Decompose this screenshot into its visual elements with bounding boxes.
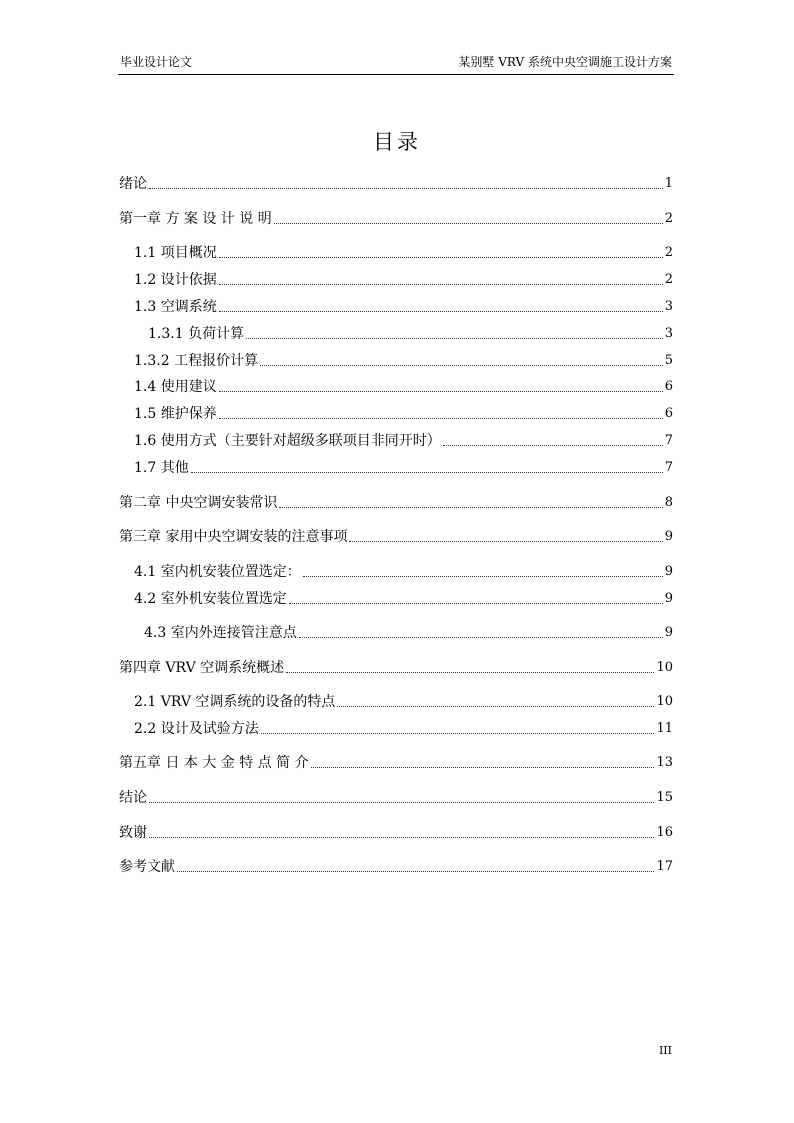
- toc-entry-2-2[interactable]: [134, 717, 673, 737]
- toc-leader-dots: [149, 837, 654, 838]
- toc-leader-dots: [219, 418, 663, 419]
- toc-entry-4-2[interactable]: [134, 587, 673, 607]
- header-right-text: 某别墅 VRV 系统中央空调施工设计方案: [458, 55, 672, 69]
- toc-entry-label: 4.1 室内机安装位置选定：: [134, 564, 301, 580]
- toc-entry-page: 5: [664, 353, 673, 368]
- toc-entry-page: 7: [664, 433, 673, 448]
- toc-entry-label: 参考文献: [119, 859, 175, 875]
- toc-entry-page: 10: [656, 660, 673, 675]
- toc-entry-1-2[interactable]: [134, 268, 673, 288]
- toc-leader-dots: [260, 365, 663, 366]
- toc-entry-page: 2: [664, 211, 673, 226]
- toc-entry-label: 致谢: [119, 825, 147, 841]
- toc-leader-dots: [279, 507, 662, 508]
- toc-entry-page: 16: [656, 825, 673, 840]
- toc-entry-page: 6: [664, 406, 673, 421]
- toc-entry-1-3-2[interactable]: [134, 349, 673, 369]
- toc-entry-label: 第一章 方 案 设 计 说 明: [119, 211, 272, 227]
- toc-entry-page: 9: [664, 529, 673, 544]
- toc-entry-label: 1.7 其他: [134, 460, 189, 476]
- toc-entry-label: 第二章 中央空调安装常识: [119, 495, 278, 511]
- toc-entry-1-5[interactable]: [134, 402, 673, 422]
- toc-entry-label: 1.3 空调系统: [134, 299, 217, 315]
- toc-entry-page: 15: [656, 790, 673, 805]
- toc-leader-dots: [191, 472, 663, 473]
- toc-entry-label: 2.2 设计及试验方法: [134, 721, 259, 737]
- page-header: [118, 56, 674, 75]
- toc-leader-dots: [149, 188, 663, 189]
- toc-leader-dots: [219, 284, 663, 285]
- toc-entry-chapter-4[interactable]: [119, 656, 673, 676]
- toc-entry-label: 1.1 项目概况: [134, 245, 217, 261]
- toc-entry-label: 1.3.2 工程报价计算: [134, 353, 259, 369]
- toc-entry-4-3[interactable]: [144, 621, 673, 641]
- toc-entry-page: 6: [664, 379, 673, 394]
- toc-entry-page: 7: [664, 460, 673, 475]
- toc-leader-dots: [289, 603, 663, 604]
- toc-entry-2-1[interactable]: [134, 690, 673, 710]
- toc-entry-page: 2: [664, 245, 673, 260]
- toc-entry-acknowledgements[interactable]: [119, 821, 673, 841]
- toc-leader-dots: [219, 311, 663, 312]
- toc-entry-4-1[interactable]: [134, 560, 673, 580]
- toc-entry-page: 3: [664, 326, 673, 341]
- toc-entry-label: 1.5 维护保养: [134, 406, 217, 422]
- toc-entry-label: 绪论: [119, 176, 147, 192]
- toc-leader-dots: [286, 672, 654, 673]
- toc-entry-label: 第三章 家用中央空调安装的注意事项: [119, 529, 348, 545]
- toc-entry-1-3-1[interactable]: [148, 322, 673, 342]
- toc-leader-dots: [177, 871, 654, 872]
- toc-leader-dots: [299, 637, 663, 638]
- toc-entry-page: 9: [664, 564, 673, 579]
- toc-leader-dots: [246, 338, 663, 339]
- toc-entry-page: 9: [664, 591, 673, 606]
- toc-entry-chapter-3[interactable]: [119, 525, 673, 545]
- toc-entry-label: 结论: [119, 790, 147, 806]
- toc-entry-label: 1.2 设计依据: [134, 272, 217, 288]
- toc-entry-1-6[interactable]: [134, 429, 673, 449]
- toc-entry-label: 第五章 日 本 大 金 特 点 简 介: [119, 755, 309, 771]
- toc-entry-label: 第四章 VRV 空调系统概述: [119, 660, 285, 676]
- toc-leader-dots: [443, 445, 663, 446]
- toc-entry-page: 3: [664, 299, 673, 314]
- toc-entry-chapter-1[interactable]: [119, 207, 673, 227]
- toc-entry-label: 4.3 室内外连接管注意点: [144, 625, 297, 641]
- toc-entry-label: 4.2 室外机安装位置选定: [134, 591, 287, 607]
- toc-entry-1-1[interactable]: [134, 241, 673, 261]
- toc-entry-label: 1.6 使用方式（主要针对超级多联项目非同开时）: [134, 433, 441, 449]
- toc-leader-dots: [311, 767, 655, 768]
- toc-entry-chapter-5[interactable]: [119, 751, 673, 771]
- toc-entry-1-3[interactable]: [134, 295, 673, 315]
- toc-entry-chapter-2[interactable]: [119, 491, 673, 511]
- page-number: III: [658, 1044, 672, 1057]
- toc-entry-page: 13: [656, 755, 673, 770]
- toc-leader-dots: [337, 706, 654, 707]
- toc-entry-page: 9: [664, 625, 673, 640]
- toc-entry-page: 10: [656, 694, 673, 709]
- toc-leader-dots: [149, 802, 654, 803]
- toc-leader-dots: [274, 223, 663, 224]
- toc-entry-label: 1.4 使用建议: [134, 379, 217, 395]
- toc-entry-page: 11: [656, 721, 673, 736]
- toc-entry-label: 1.3.1 负荷计算: [148, 326, 245, 342]
- toc-entry-page: 1: [664, 176, 673, 191]
- toc-entry-1-7[interactable]: [134, 456, 673, 476]
- toc-entry-page: 8: [664, 495, 673, 510]
- toc-entry-label: 2.1 VRV 空调系统的设备的特点: [134, 694, 336, 710]
- toc-leader-dots: [219, 257, 663, 258]
- toc-title: 目录: [373, 130, 421, 154]
- toc-leader-dots: [303, 576, 663, 577]
- toc-entry-page: 2: [664, 272, 673, 287]
- toc-leader-dots: [261, 733, 655, 734]
- header-left-text: 毕业设计论文: [120, 55, 193, 69]
- toc-entry-intro[interactable]: [119, 172, 673, 192]
- toc-leader-dots: [219, 391, 663, 392]
- toc-entry-conclusion[interactable]: [119, 786, 673, 806]
- toc-leader-dots: [349, 541, 662, 542]
- toc-entry-references[interactable]: [119, 855, 673, 875]
- toc-entry-page: 17: [656, 859, 673, 874]
- toc-entry-1-4[interactable]: [134, 375, 673, 395]
